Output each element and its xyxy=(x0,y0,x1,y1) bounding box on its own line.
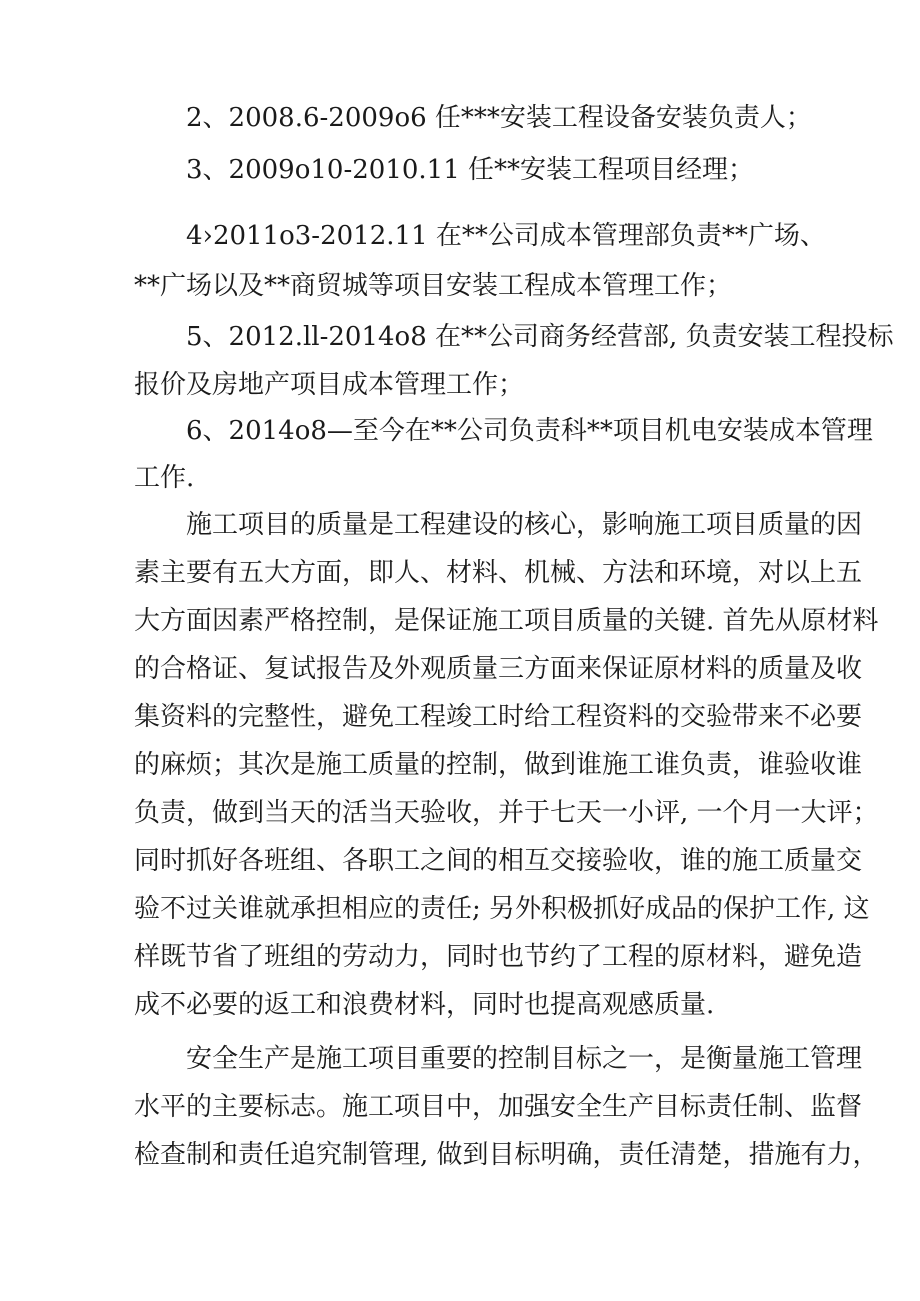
quality-para-line-9: 验不过关谁就承担相应的责任; 另外积极抓好成品的保护工作, 这 xyxy=(134,894,870,924)
career-item-4-line-2: **广场以及**商贸城等项目安装工程成本管理工作； xyxy=(134,271,733,301)
quality-para-line-4: 的合格证、复试报告及外观质量三方面来保证原材料的质量及收 xyxy=(134,654,863,684)
quality-para-line-11: 成不必要的返工和浪费材料，同时也提高观感质量. xyxy=(134,990,715,1020)
career-item-5-line-2: 报价及房地产项目成本管理工作； xyxy=(134,370,525,400)
safety-para-line-3: 检查制和责任追究制管理, 做到目标明确，责任清楚，措施有力， xyxy=(134,1140,879,1170)
safety-para-line-1: 安全生产是施工项目重要的控制目标之一，是衡量施工管理 xyxy=(186,1044,863,1074)
career-item-4-line-1: 4›2011o3-2012.11 在**公司成本管理部负责**广场、 xyxy=(186,221,826,251)
career-item-6-line-1: 6、2014o8—至今在**公司负责科**项目机电安装成本管理 xyxy=(186,416,873,446)
quality-para-line-1: 施工项目的质量是工程建设的核心，影响施工项目质量的因 xyxy=(186,510,863,540)
career-item-3: 3、2009o10-2010.11 任**安装工程项目经理； xyxy=(186,155,755,185)
career-item-6-line-2: 工作. xyxy=(134,463,195,493)
quality-para-line-6: 的麻烦；其次是施工质量的控制，做到谁施工谁负责，谁验收谁 xyxy=(134,750,863,780)
quality-para-line-10: 样既节省了班组的劳动力，同时也节约了工程的原材料，避免造 xyxy=(134,942,863,972)
career-item-5-line-1: 5、2012.ll-2014o8 在**公司商务经营部, 负责安装工程投标 xyxy=(186,322,894,352)
quality-para-line-2: 素主要有五大方面，即人、材料、机械、方法和环境，对以上五 xyxy=(134,558,863,588)
quality-para-line-5: 集资料的完整性，避免工程竣工时给工程资料的交验带来不必要 xyxy=(134,702,863,732)
quality-para-line-8: 同时抓好各班组、各职工之间的相互交接验收，谁的施工质量交 xyxy=(134,846,863,876)
safety-para-line-2: 水平的主要标志。施工项目中，加强安全生产目标责任制、监督 xyxy=(134,1092,863,1122)
quality-para-line-3: 大方面因素严格控制，是保证施工项目质量的关键. 首先从原材料 xyxy=(134,606,879,636)
quality-para-line-7: 负责，做到当天的活当天验收，并于七天一小评, 一个月一大评； xyxy=(134,798,879,828)
career-item-2: 2、2008.6-2009o6 任***安装工程设备安装负责人； xyxy=(186,103,812,133)
